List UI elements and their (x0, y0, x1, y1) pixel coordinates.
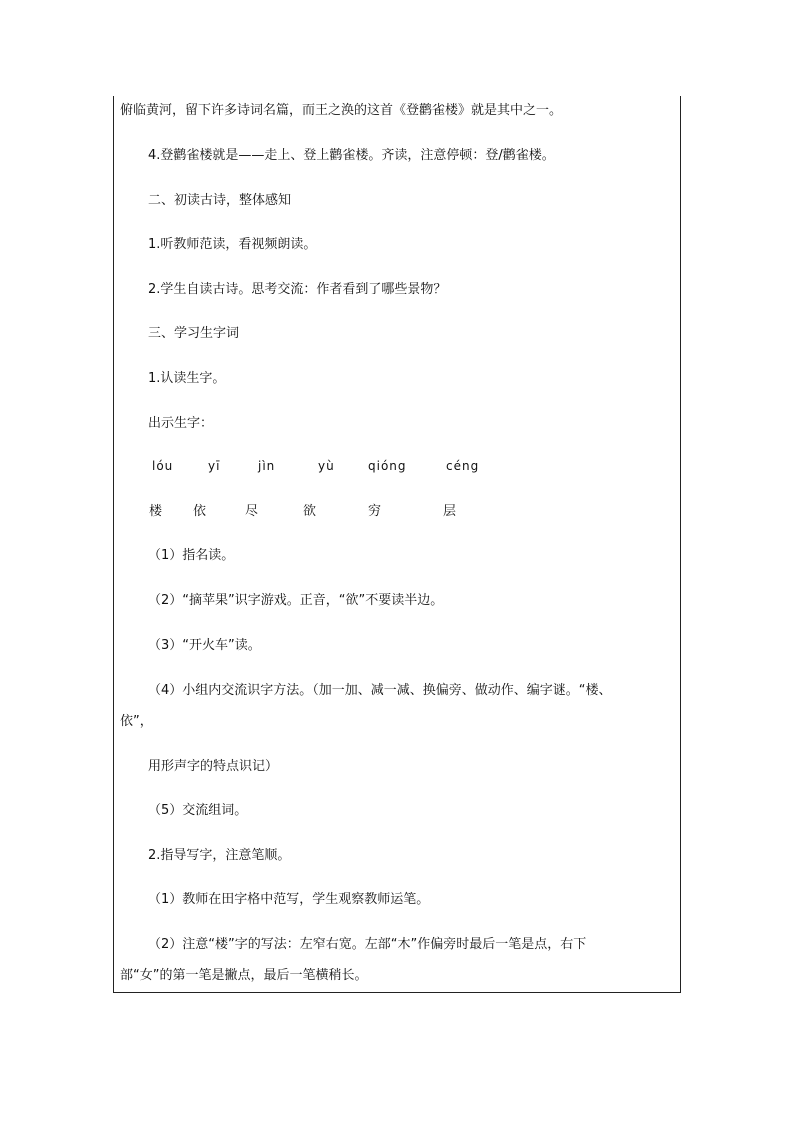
text-line-9: （1）指名读。 (148, 548, 235, 563)
pinyin-6: céng (446, 459, 480, 473)
character-6: 层 (443, 504, 457, 519)
pinyin-row (0, 457, 794, 477)
text-line-15: （5）交流组词。 (148, 803, 248, 818)
character-5: 穷 (368, 504, 382, 519)
pinyin-2: yī (208, 459, 221, 473)
text-line-11: （3）“开火车”读。 (148, 638, 261, 653)
character-4: 欲 (303, 504, 317, 519)
text-line-5: 2.学生自读古诗。思考交流：作者看到了哪些景物？ (148, 282, 447, 297)
section-heading-2: 二、初读古诗，整体感知 (148, 193, 292, 208)
character-1: 楼 (149, 504, 163, 519)
text-line-16: 2.指导写字，注意笔顺。 (148, 848, 291, 863)
section-heading-3: 三、学习生字词 (148, 326, 240, 341)
text-line-12: （4）小组内交流识字方法。（加一加、减一减、换偏旁、做动作、编字谜。“楼、 (148, 683, 612, 698)
character-3: 尽 (245, 504, 259, 519)
pinyin-1: lóu (152, 459, 174, 473)
text-line-2: 4.登鹳雀楼就是——走上、登上鹳雀楼。齐读，注意停顿：登/鹳雀楼。 (148, 148, 555, 163)
text-line-13: 依”， (120, 714, 153, 729)
text-line-14: 用形声字的特点识记） (148, 759, 279, 774)
text-line-1: 俯临黄河，留下许多诗词名篇，而王之涣的这首《登鹳雀楼》就是其中之一。 (120, 103, 563, 118)
text-line-7: 1.认读生字。 (148, 371, 226, 386)
text-line-17: （1）教师在田字格中范写，学生观察教师运笔。 (148, 892, 430, 907)
text-line-18: （2）注意“楼”字的写法：左窄右宽。左部“木”作偏旁时最后一笔是点，右下 (148, 937, 587, 952)
pinyin-4: yù (318, 459, 335, 473)
text-line-10: （2）“摘苹果”识字游戏。正音，“欲”不要读半边。 (148, 593, 444, 608)
pinyin-5: qióng (368, 459, 407, 473)
text-line-8: 出示生字： (148, 416, 214, 431)
character-2: 依 (193, 504, 207, 519)
character-row (0, 503, 794, 523)
pinyin-3: jìn (258, 459, 276, 473)
text-line-19: 部“女”的第一笔是撇点，最后一笔横稍长。 (120, 968, 368, 983)
text-line-4: 1.听教师范读，看视频朗读。 (148, 237, 317, 252)
